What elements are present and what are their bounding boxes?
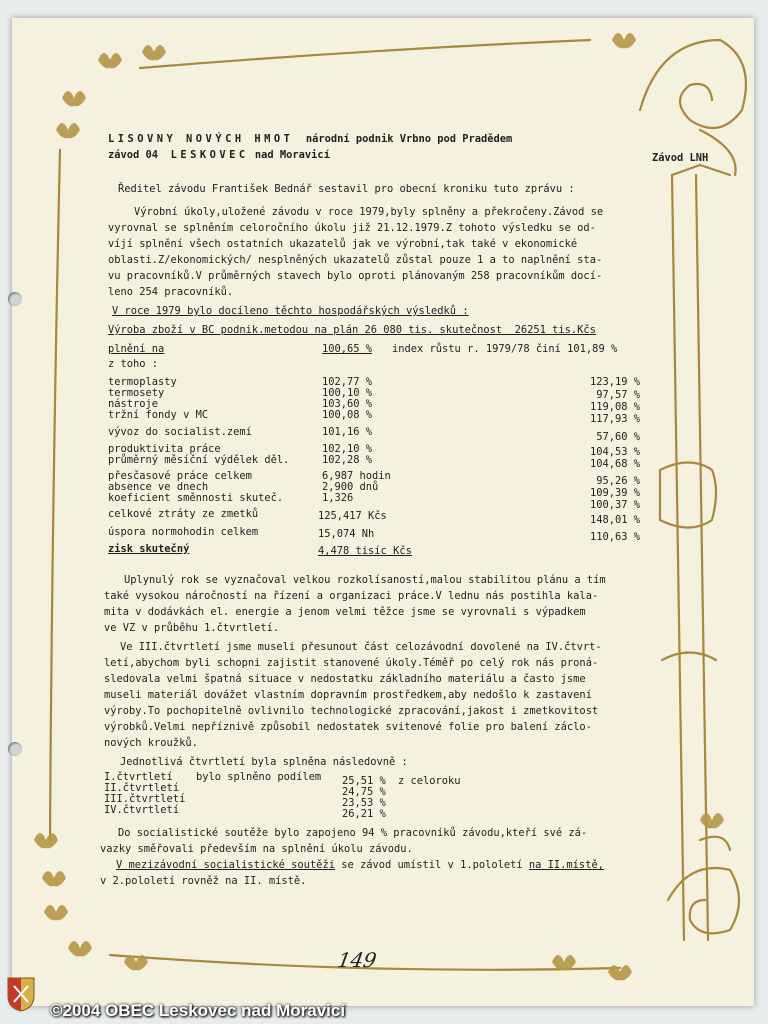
table-row-value: 125,417 Kčs (318, 510, 387, 522)
table-row-index: 148,01 % (589, 514, 640, 526)
production-line: Výroba zboží v BC podnik.metodou na plán 26 080 tis. skutečnost 26251 tis.Kčs (108, 324, 596, 336)
results-heading: V roce 1979 bylo docíleno těchto hospodářských výsledků : (112, 305, 469, 317)
quarter-label: IV.čtvrtletí (104, 804, 180, 816)
table-row-label: termoplasty (108, 376, 177, 388)
para2-line: také vysokou náročností na řízení a organizaci práce.V lednu nás postihla kala- (104, 590, 599, 602)
para1-line: vu pracovníků.V průměrných stavech bylo oproti plánovaným 258 pracovníkům docí- (108, 270, 603, 282)
para5-line-1: V mezizávodní socialistické soutěži se závod umístil v 1.pololetí na II.místě, (116, 859, 604, 871)
page-number: 149 (335, 948, 379, 972)
index-text: index růstu r. 1979/78 činí 101,89 % (392, 343, 618, 355)
para5-line-2: v 2.pololetí rovněž na II. místě. (100, 875, 307, 887)
table-row-value: 15,074 Nh (318, 528, 375, 540)
plneni-label: plnění na (108, 343, 165, 355)
table-row-label: koeficient směnnosti skuteč. (108, 492, 284, 504)
para3-line: sledovala velmi špatná situace v nedostatku základního materiálu a často jsme (104, 673, 586, 685)
table-row-label: přesčasové práce celkem (108, 470, 252, 482)
table-row-label: úspora normohodin celkem (108, 526, 259, 538)
table-row-index: 123,19 % (589, 376, 640, 388)
table-row-index: 119,08 % (589, 401, 640, 413)
intro-line: Ředitel závodu František Bednář sestavil pro obecní kroniku tuto zprávu : (118, 183, 575, 195)
table-row-value: 101,16 % (322, 426, 373, 438)
quarter-label: II.čtvrtletí (104, 782, 180, 794)
quarter-value: 25,51 % (342, 775, 386, 787)
table-row-index: 57,60 % (596, 431, 640, 443)
quarter-value: 26,21 % (342, 808, 386, 820)
header-line-1: LISOVNY NOVÝCH HMOT národní podnik Vrbno pod Pradědem (108, 133, 513, 145)
para3-line: výrobků.Velmi nepříznivě způsobil nedostatek svitenové folie pro balení záclo- (104, 721, 592, 733)
para3-line: Ve III.čtvrtletí jsme museli přesunout část celozávodní dovolené na IV.čtvrt- (120, 641, 602, 653)
quarter-label: III.čtvrtletí (104, 793, 186, 805)
table-row-index: 104,68 % (589, 458, 640, 470)
quarter-value: 23,53 % (342, 797, 386, 809)
table-row-value: 6,987 hodin (322, 470, 391, 482)
table-row-value: 102,10 % (322, 443, 373, 455)
para2-line: mita v dodávkách el. energie a jenom velmi těžce jsme se vyrovnali s výpadkem (104, 606, 586, 618)
table-row-value: 4,478 tisíc Kčs (318, 545, 412, 557)
para1-line: víjí splnění všech ostatních ukazatelů jak ve výrobní,tak také v ekonomické (108, 238, 578, 250)
table-row-index: 110,63 % (589, 531, 640, 543)
table-row-index: 109,39 % (589, 487, 640, 499)
table-row-index: 117,93 % (589, 413, 640, 425)
para1-line: vyrovnal se splněním celoročního úkolu již 21.12.1979.Z tohoto výsledku se od- (108, 222, 596, 234)
table-row-label: celkové ztráty ze zmetků (108, 508, 259, 520)
quarter-text: bylo splněno podílem (196, 771, 322, 783)
quarter-suffix: z celoroku (398, 775, 461, 787)
table-row-index: 97,57 % (596, 389, 640, 401)
para3-line: výroby.To pochopitelně ovlivnilo technologické zpracování,jakost i zmetkovitost (104, 705, 599, 717)
para2-line: Uplynulý rok se vyznačoval velkou rozkolísaností,malou stabilitou plánu a tím (124, 574, 606, 586)
para1-line: Výrobní úkoly,uložené závodu v roce 1979,byly splněny a překročeny.Závod se (134, 206, 604, 218)
para2-line: ve VZ v průběhu 1.čtvrtletí. (104, 622, 280, 634)
para4-line: Do socialistické soutěže bylo zapojeno 94 % pracovníků závodu,kteří své zá- (118, 827, 588, 839)
table-row-label: tržní fondy v MC (108, 409, 209, 421)
table-row-value: 102,77 % (322, 376, 373, 388)
coat-of-arms-icon (6, 976, 36, 1012)
para4-line: vazky směřovali především na splnění úkolu závodu. (100, 843, 413, 855)
table-row-label: termosety (108, 387, 165, 399)
copyright-watermark: ©2004 OBEC Leskovec nad Moravicí (50, 1001, 346, 1020)
z-toho: z toho : (108, 358, 159, 370)
table-row-value: 103,60 % (322, 398, 373, 410)
plneni-value: 100,65 % (322, 343, 373, 355)
table-row-value: 2,900 dnů (322, 481, 379, 493)
table-row-index: 104,53 % (589, 446, 640, 458)
para1-line: leno 254 pracovníků. (108, 286, 234, 298)
table-row-label: vývoz do socialist.zemí (108, 426, 252, 438)
table-row-value: 100,08 % (322, 409, 373, 421)
para3-line: museli materiál dovážet vlastním dopravním prostředkem,aby nedošlo k zastavení (104, 689, 592, 701)
para1-line: oblasti.Z/ekonomických/ nesplněných ukazatelů zůstal pouze 1 a to naplnění sta- (108, 254, 603, 266)
header-line-2: závod 04 LESKOVEC nad Moravicí (108, 149, 330, 161)
table-row-label: průměrný měsíční výdělek děl. (108, 454, 290, 466)
table-row-value: 1,326 (322, 492, 354, 504)
table-row-label: produktivita práce (108, 443, 221, 455)
quarter-value: 24,75 % (342, 786, 386, 798)
table-row-index: 100,37 % (589, 499, 640, 511)
plant-code: Závod LNH (652, 152, 709, 164)
quarters-intro: Jednotlivá čtvrtletí byla splněna následovně : (120, 756, 408, 768)
table-row-index: 95,26 % (596, 475, 640, 487)
para3-line: nových kroužků. (104, 737, 198, 749)
para3-line: letí,abychom byli schopni zajistit stanovené úkoly.Téměř po celý rok nás proná- (104, 657, 599, 669)
table-row-value: 100,10 % (322, 387, 373, 399)
table-row-value: 102,28 % (322, 454, 373, 466)
table-row-label: absence ve dnech (108, 481, 209, 493)
table-row-label: zisk skutečný (108, 543, 190, 555)
table-row-label: nástroje (108, 398, 159, 410)
quarter-label: I.čtvrtletí (104, 771, 173, 783)
